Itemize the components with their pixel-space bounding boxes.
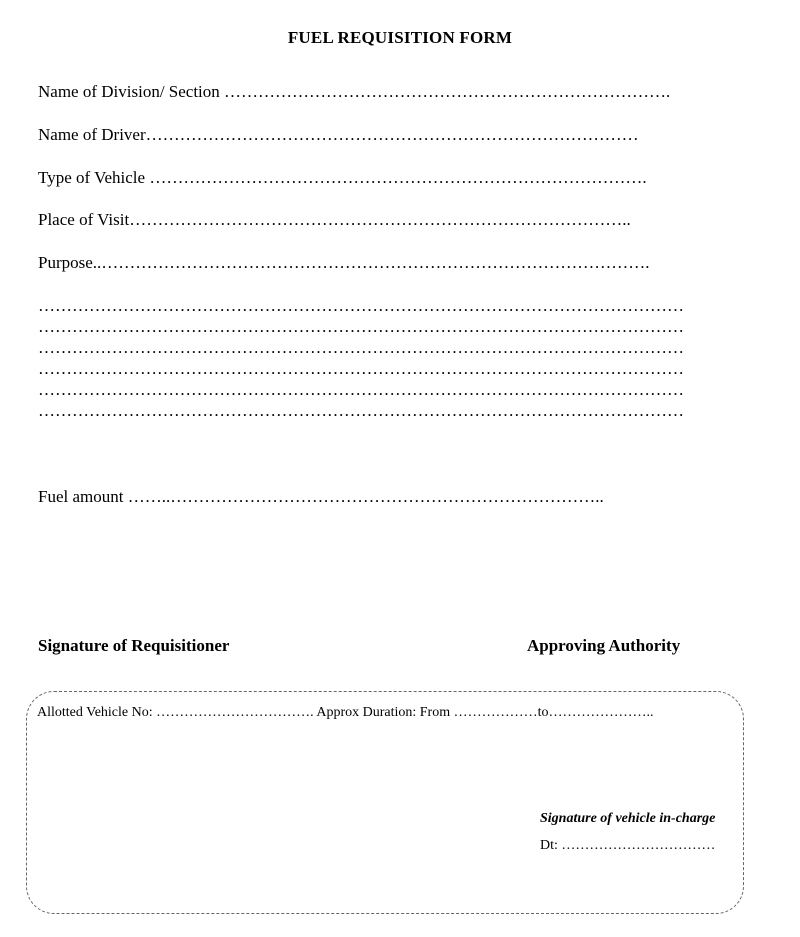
purpose-line[interactable]: …………………………………………………………………………………………………… <box>38 296 684 315</box>
field-purpose[interactable]: Purpose..……………………………………………………………………………………. <box>38 253 650 272</box>
purpose-line[interactable]: …………………………………………………………………………………………………… <box>38 380 684 399</box>
purpose-line[interactable]: …………………………………………………………………………………………………… <box>38 401 684 420</box>
field-division[interactable]: Name of Division/ Section ……………………………………………………………………. <box>38 82 671 101</box>
purpose-line[interactable]: …………………………………………………………………………………………………… <box>38 338 684 357</box>
date-field[interactable]: Dt: …………………………… <box>540 838 716 853</box>
office-use-box <box>26 691 744 914</box>
allotted-vehicle-line[interactable]: Allotted Vehicle No: ……………………………. Approx Duration: From ………………to………………….. <box>37 705 654 720</box>
field-place-of-visit[interactable]: Place of Visit…………………………………………………………………………….. <box>38 210 631 229</box>
field-fuel-amount[interactable]: Fuel amount ……..………………………………………………………………….. <box>38 487 604 506</box>
form-title: FUEL REQUISITION FORM <box>287 28 513 47</box>
field-vehicle-type[interactable]: Type of Vehicle ……………………………………………………………………………. <box>38 168 647 187</box>
signature-requisitioner-label: Signature of Requisitioner <box>38 636 230 655</box>
vehicle-incharge-signature-label: Signature of vehicle in-charge <box>540 811 716 826</box>
purpose-line[interactable]: …………………………………………………………………………………………………… <box>38 317 684 336</box>
approving-authority-label: Approving Authority <box>527 636 681 655</box>
purpose-line[interactable]: …………………………………………………………………………………………………… <box>38 359 684 378</box>
field-driver[interactable]: Name of Driver…………………………………………………………………………… <box>38 125 639 144</box>
